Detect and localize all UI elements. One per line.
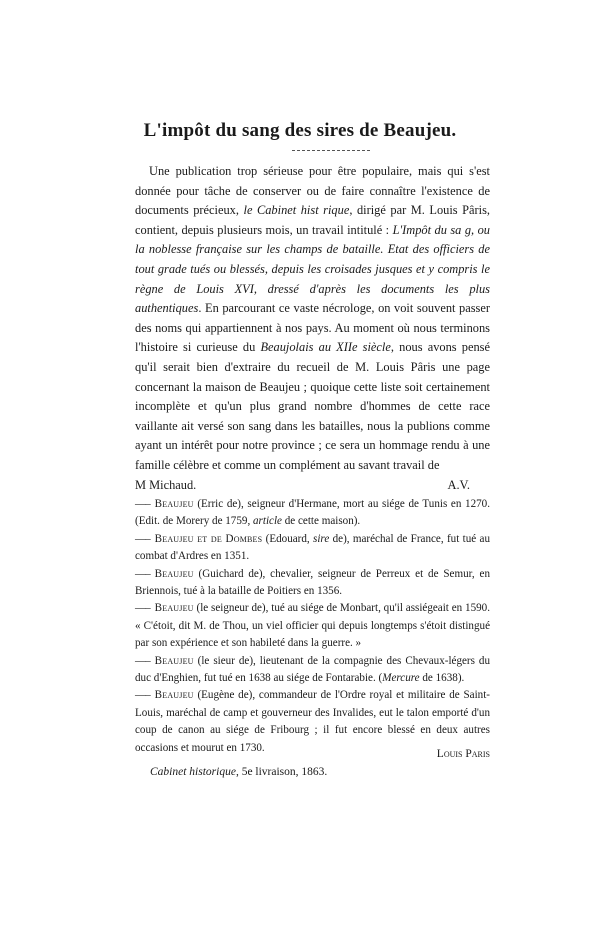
entry-family-name: Beaujeu bbox=[154, 498, 194, 510]
text-run: Une publication trop sérieuse pour être populaire, mais qui s'est donnée pour tâche de conserver ou de faire connaître l'existence de documents précieux, bbox=[135, 164, 490, 218]
text-run: de cette maison). bbox=[281, 515, 361, 528]
text-run: (le sieur de), lieutenant de la compagnie des Chevaux-légers du duc d'Enghien, fut tué en 1638 au siége de Fontarabie. ( bbox=[135, 654, 490, 685]
italic-text: sire bbox=[313, 532, 330, 545]
entry-dash: —– bbox=[135, 602, 150, 615]
intro-paragraph bbox=[135, 162, 490, 495]
list-item bbox=[135, 687, 490, 757]
italic-text: L'Impôt du sa g, ou la noblesse française sur les champs de bataille. Etat des officiers de tout grade tués ou blessés, depuis les croisades jusques et y compris le règne de Louis XVI, dressé d'après les documents les plus authentiques bbox=[135, 222, 490, 316]
beaujeu-entries-list bbox=[135, 496, 490, 757]
intro-last-line: M Michaud. bbox=[135, 477, 197, 492]
entry-dash: —– bbox=[135, 498, 150, 510]
text-run: , dirigé par M. Louis Pâris, contient, depuis plusieurs mois, un travail intitulé : bbox=[135, 203, 491, 237]
entry-family-name: Beaujeu bbox=[154, 689, 194, 702]
entry-dash: —– bbox=[135, 689, 150, 702]
intro-initials: A.V. bbox=[447, 477, 470, 492]
entry-dash: —– bbox=[135, 567, 150, 580]
list-item bbox=[135, 600, 490, 652]
text-run: . En parcourant ce vaste nécrologe, on voit souvent passer des noms qui appartiennent à nos pays. Au moment où nous terminons l'histoire si curieuse du bbox=[135, 301, 490, 355]
list-item bbox=[135, 531, 490, 566]
italic-text: article bbox=[253, 515, 282, 528]
text-run: de), maréchal de France, fut tué au combat d'Ardres en 1351. bbox=[135, 532, 490, 563]
entry-family-name: Beaujeu bbox=[154, 567, 194, 580]
entry-dash: —– bbox=[135, 532, 150, 545]
citation-details: , 5e livraison, 1863. bbox=[235, 766, 328, 778]
text-run: de 1638). bbox=[419, 672, 465, 685]
text-run: , nous avons pensé qu'il serait bien d'extraire du recueil de M. Louis Pâris une page concernant la maison de Beaujeu ; quoique cette liste soit certainement incomplète et qu'un plus grand nombre d'hommes de cette race vaillante ait versé son sang dans les batailles, nous la publions comme ayant un intérêt pour notre province ; ce sera un hommage rendu à une famille célèbre et comme un complément au savant travail de bbox=[135, 340, 490, 472]
italic-text: Beaujolais au XIIe siècle bbox=[260, 340, 391, 355]
list-item bbox=[135, 566, 490, 601]
italic-text: Mercure bbox=[382, 672, 420, 685]
entry-dash: —– bbox=[135, 654, 150, 667]
list-item bbox=[135, 496, 490, 531]
citation-title: Cabinet historique bbox=[150, 766, 236, 778]
title-divider bbox=[292, 150, 370, 151]
entry-family-name: Beaujeu bbox=[154, 602, 194, 615]
text-run: (le seigneur de), tué au siége de Monbart, qu'il assiégeait en 1590. « C'étoit, dit M. de Thou, un viel officier qui depuis longtemps s'étoit distingué par son expérience et son habileté dans la guerre. » bbox=[135, 602, 490, 650]
intro-text bbox=[135, 162, 490, 476]
source-citation bbox=[150, 766, 490, 778]
text-run: (Edouard, bbox=[262, 532, 314, 545]
entry-family-name: Beaujeu bbox=[154, 654, 194, 667]
text-run: (Erric de), seigneur d'Hermane, mort au siége de Tunis en 1270. (Edit. de Morery de 1759, bbox=[135, 498, 490, 528]
author-signature: Louis Paris bbox=[436, 748, 490, 760]
text-run: (Eugène de), commandeur de l'Ordre royal et militaire de Saint-Louis, maréchal de camp et gouverneur des Invalides, eut le talon emporté d'un coup de canon au siége de Fribourg ; il fut encore blessé en deux autres occasions et mourut en 1730. bbox=[135, 689, 490, 754]
italic-text: le Cabinet hist rique bbox=[243, 203, 350, 218]
text-run: (Guichard de), chevalier, seigneur de Perreux et de Semur, en Briennois, tué à la bataille de Poitiers en 1356. bbox=[135, 567, 490, 598]
page-title: L'impôt du sang des sires de Beaujeu. bbox=[143, 120, 457, 141]
entry-family-name: Beaujeu et de Dombes bbox=[154, 532, 263, 545]
list-item bbox=[135, 653, 490, 688]
intro-closing-line bbox=[135, 476, 490, 496]
